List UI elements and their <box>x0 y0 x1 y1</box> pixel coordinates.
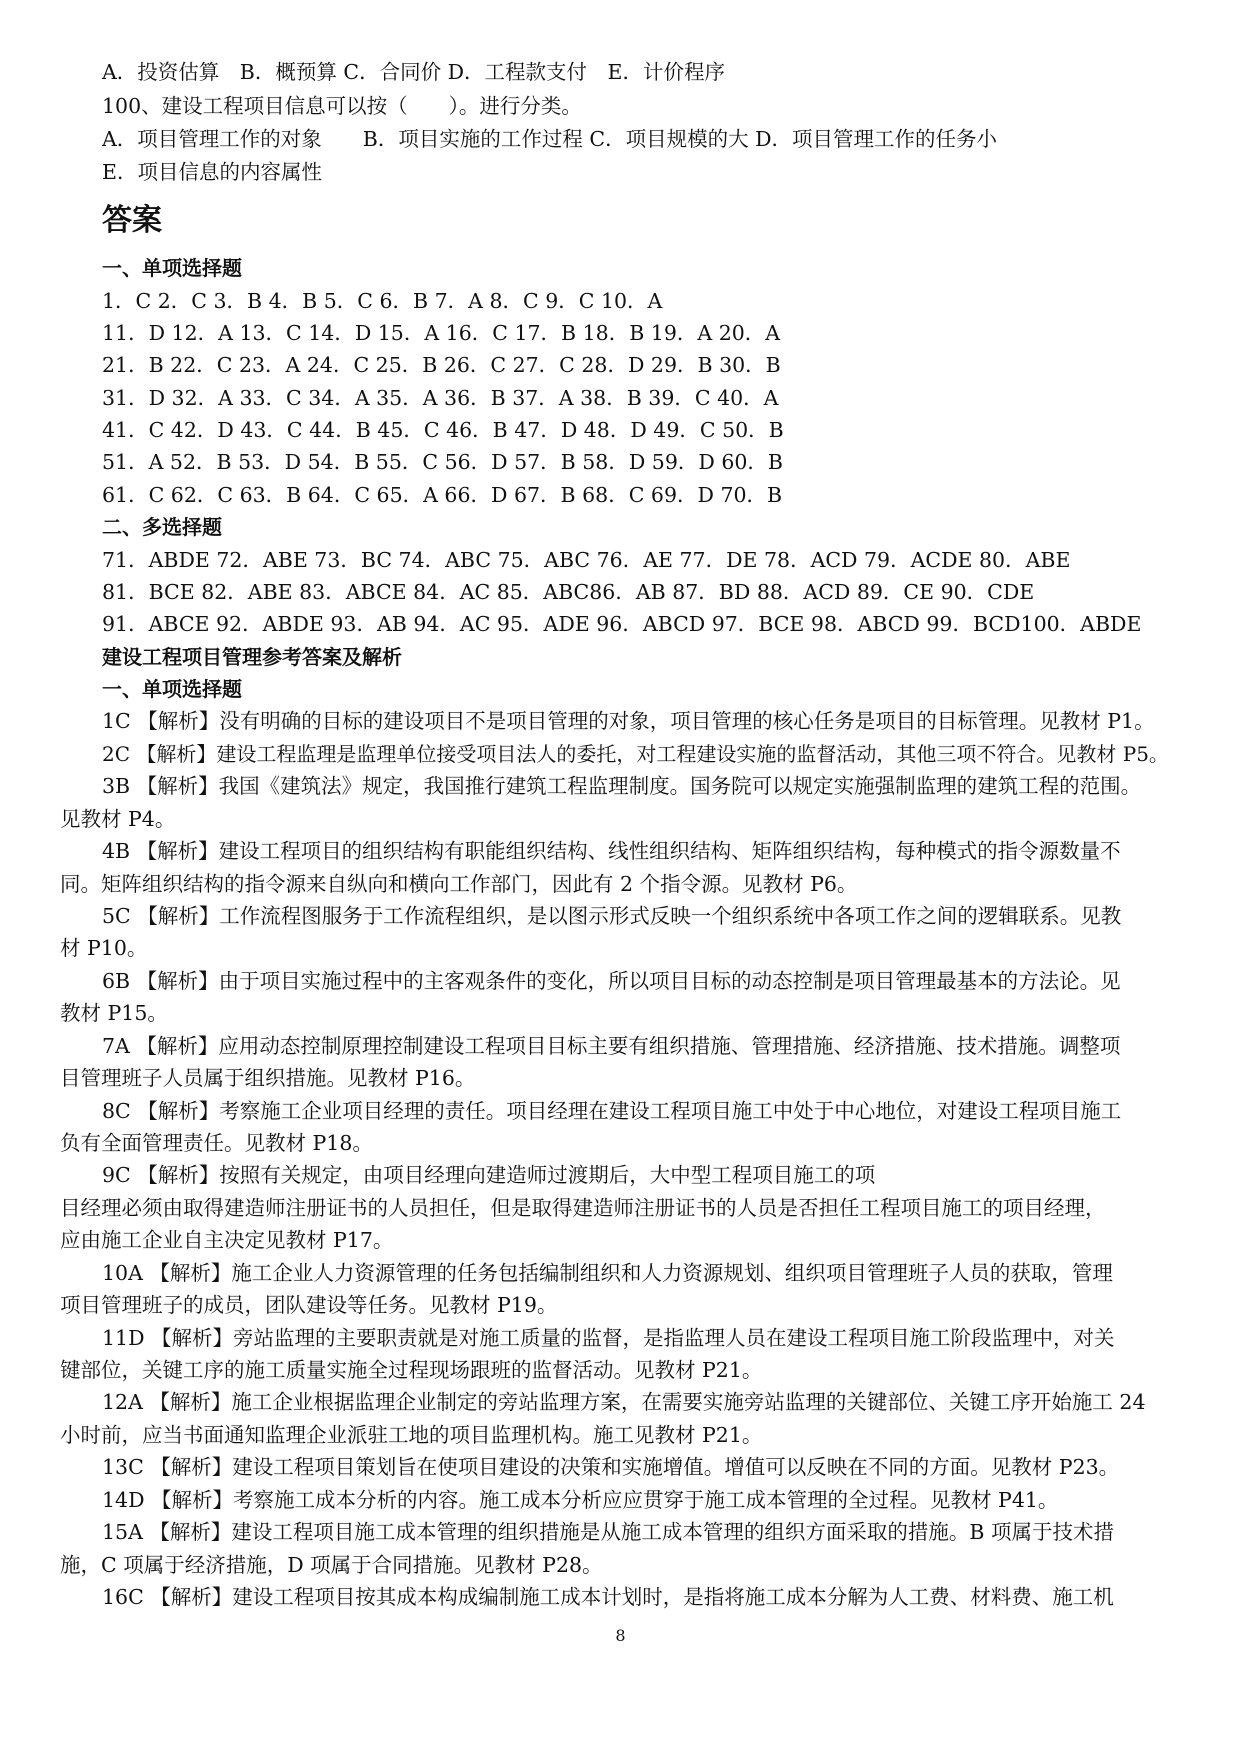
text-line: 负有全面管理责任。见教材 P18。 <box>60 1131 373 1155</box>
text-line: 2C 【解析】建设工程监理是监理单位接受项目法人的委托，对工程建设实施的监督活动，其他三项不符合。见教材 P5。 <box>102 742 1169 766</box>
text-line: 4B 【解析】建设工程项目的组织结构有职能组织结构、线性组织结构、矩阵组织结构，每种模式的指令源数量不 <box>102 839 1121 863</box>
text-line: 71．ABDE 72．ABE 73．BC 74．ABC 75．ABC 76．AE 77．DE 78．ACD 79．ACDE 80．ABE <box>102 548 1071 572</box>
text-line: 6B 【解析】由于项目实施过程中的主客观条件的变化，所以项目目标的动态控制是项目管理最基本的方法论。见 <box>102 969 1121 993</box>
text-line: 建设工程项目管理参考答案及解析 <box>102 645 402 669</box>
text-line: 一、单项选择题 <box>102 256 242 280</box>
text-line: 16C 【解析】建设工程项目按其成本构成编制施工成本计划时，是指将施工成本分解为人工费、材料费、施工机 <box>102 1585 1114 1609</box>
text-line: 13C 【解析】建设工程项目策划旨在使项目建设的决策和实施增值。增值可以反映在不同的方面。见教材 P23。 <box>102 1455 1120 1479</box>
text-line: 目经理必须由取得建造师注册证书的人员担任，但是取得建造师注册证书的人员是否担任工程项目施工的项目经理， <box>60 1196 1106 1220</box>
text-line: 8C 【解析】考察施工企业项目经理的责任。项目经理在建设工程项目施工中处于中心地位，对建设工程项目施工 <box>102 1099 1122 1123</box>
text-line: 键部位，关键工序的施工质量实施全过程现场跟班的监督活动。见教材 P21。 <box>60 1358 763 1382</box>
text-line: 答案 <box>102 203 162 238</box>
text-line: A．项目管理工作的对象 B．项目实施的工作过程 C．项目规模的大 D．项目管理工作的任务小 <box>102 127 998 151</box>
page-number: 8 <box>615 1626 626 1645</box>
text-line: 见教材 P4。 <box>60 807 176 831</box>
text-line: 41．C 42．D 43．C 44．B 45．C 46．B 47．D 48．D 49．C 50．B <box>102 418 784 442</box>
text-line: A．投资估算 B．概预算 C．合同价 D．工程款支付 E．计价程序 <box>102 60 725 84</box>
text-line: 同。矩阵组织结构的指令源来自纵向和横向工作部门，因此有 2 个指令源。见教材 P6。 <box>60 872 858 896</box>
text-line: 5C 【解析】工作流程图服务于工作流程组织，是以图示形式反映一个组织系统中各项工作之间的逻辑联系。见教 <box>102 904 1122 928</box>
text-line: 21．B 22．C 23．A 24．C 25．B 26．C 27．C 28．D 29．B 30．B <box>102 353 781 377</box>
text-line: 3B 【解析】我国《建筑法》规定，我国推行建筑工程监理制度。国务院可以规定实施强制监理的建筑工程的范围。 <box>102 774 1142 798</box>
text-line: 9C 【解析】按照有关规定，由项目经理向建造师过渡期后，大中型工程项目施工的项 <box>102 1163 876 1187</box>
text-line: 1C 【解析】没有明确的目标的建设项目不是项目管理的对象，项目管理的核心任务是项目的目标管理。见教材 P1。 <box>102 709 1155 733</box>
text-line: 一、单项选择题 <box>102 677 242 701</box>
text-line: 81．BCE 82．ABE 83．ABCE 84．AC 85．ABC86．AB 87．BD 88．ACD 89．CE 90．CDE <box>102 580 1035 604</box>
text-line: 51．A 52．B 53．D 54．B 55．C 56．D 57．B 58．D 59．D 60．B <box>102 450 783 474</box>
text-line: 7A 【解析】应用动态控制原理控制建设工程项目目标主要有组织措施、管理措施、经济措施、技术措施。调整项 <box>102 1034 1121 1058</box>
text-line: 1．C 2．C 3．B 4．B 5．C 6．B 7．A 8．C 9．C 10．A <box>102 289 663 313</box>
text-line: 14D 【解析】考察施工成本分析的内容。施工成本分析应应贯穿于施工成本管理的全过程。见教材 P41。 <box>102 1488 1059 1512</box>
text-line: 61．C 62．C 63．B 64．C 65．A 66．D 67．B 68．C 69．D 70．B <box>102 483 783 507</box>
text-line: 项目管理班子的成员，团队建设等任务。见教材 P19。 <box>60 1293 558 1317</box>
text-line: 应由施工企业自主决定见教材 P17。 <box>60 1228 394 1252</box>
text-line: 91．ABCE 92．ABDE 93．AB 94．AC 95．ADE 96．ABCD 97．BCE 98．ABCD 99．BCD100．ABDE <box>102 612 1142 636</box>
text-line: 12A 【解析】施工企业根据监理企业制定的旁站监理方案，在需要实施旁站监理的关键部位、关键工序开始施工 24 <box>102 1390 1146 1414</box>
text-line: 材 P10。 <box>60 936 148 960</box>
text-line: 二、多选择题 <box>102 515 222 539</box>
text-line: 15A 【解析】建设工程项目施工成本管理的组织措施是从施工成本管理的组织方面采取的措施。B 项属于技术措 <box>102 1520 1114 1544</box>
text-line: 10A 【解析】施工企业人力资源管理的任务包括编制组织和人力资源规划、组织项目管理班子人员的获取，管理 <box>102 1261 1113 1285</box>
text-line: 教材 P15。 <box>60 1001 168 1025</box>
text-line: 31．D 32．A 33．C 34．A 35．A 36．B 37．A 38．B 39．C 40．A <box>102 386 779 410</box>
text-line: 11．D 12．A 13．C 14．D 15．A 16．C 17．B 18．B 19．A 20．A <box>102 321 781 345</box>
text-line: 小时前，应当书面通知监理企业派驻工地的项目监理机构。施工见教材 P21。 <box>60 1423 763 1447</box>
text-line: 100、建设工程项目信息可以按（ ）。进行分类。 <box>102 94 582 118</box>
text-line: E．项目信息的内容属性 <box>102 160 322 184</box>
text-line: 目管理班子人员属于组织措施。见教材 P16。 <box>60 1066 476 1090</box>
text-line: 11D 【解析】旁站监理的主要职责就是对施工质量的监督，是指监理人员在建设工程项目施工阶段监理中，对关 <box>102 1326 1115 1350</box>
text-line: 施，C 项属于经济措施，D 项属于合同措施。见教材 P28。 <box>60 1553 603 1577</box>
